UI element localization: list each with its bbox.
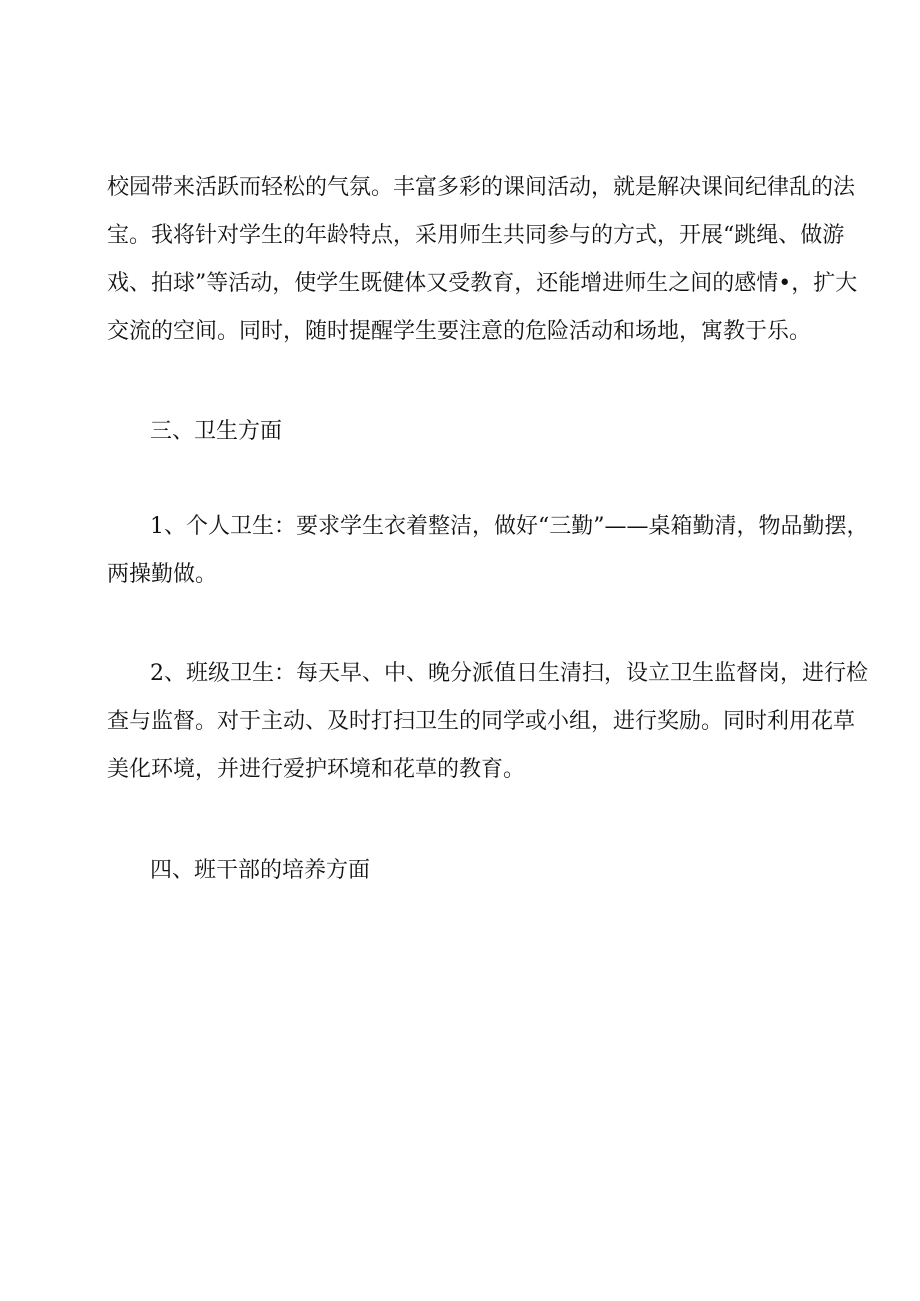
paragraph-line: 查与监督。对于主动、及时打扫卫生的同学或小组，进行奖励。同时利用花草 xyxy=(107,709,856,734)
paragraph-line: 1、个人卫生：要求学生衣着整洁，做好“三勤”——桌箱勤清，物品勤摆， xyxy=(150,514,869,539)
section-heading-class-cadres: 四、班干部的培养方面 xyxy=(150,858,371,883)
paragraph-recess-activities xyxy=(107,164,858,356)
paragraph-line: 美化环境，并进行爱护环境和花草的教育。 xyxy=(107,757,526,782)
paragraph-line: 校园带来活跃而轻松的气氛。丰富多彩的课间活动，就是解决课间纪律乱的法 xyxy=(107,175,856,200)
section-heading-hygiene: 三、卫生方面 xyxy=(150,419,283,444)
paragraph-line: 戏、拍球”等活动，使学生既健体又受教育，还能增进师生之间的感情•，扩大 xyxy=(107,271,858,296)
paragraph-line: 交流的空间。同时，随时提醒学生要注意的危险活动和场地，寓教于乐。 xyxy=(107,319,812,344)
paragraph-personal-hygiene xyxy=(107,503,869,599)
paragraph-line: 宝。我将针对学生的年龄特点，采用师生共同参与的方式，开展“跳绳、做游 xyxy=(107,223,845,248)
paragraph-class-hygiene xyxy=(107,650,868,794)
paragraph-line: 2、班级卫生：每天早、中、晚分派值日生清扫，设立卫生监督岗，进行检 xyxy=(150,661,868,686)
paragraph-line: 两操勤做。 xyxy=(107,562,218,587)
